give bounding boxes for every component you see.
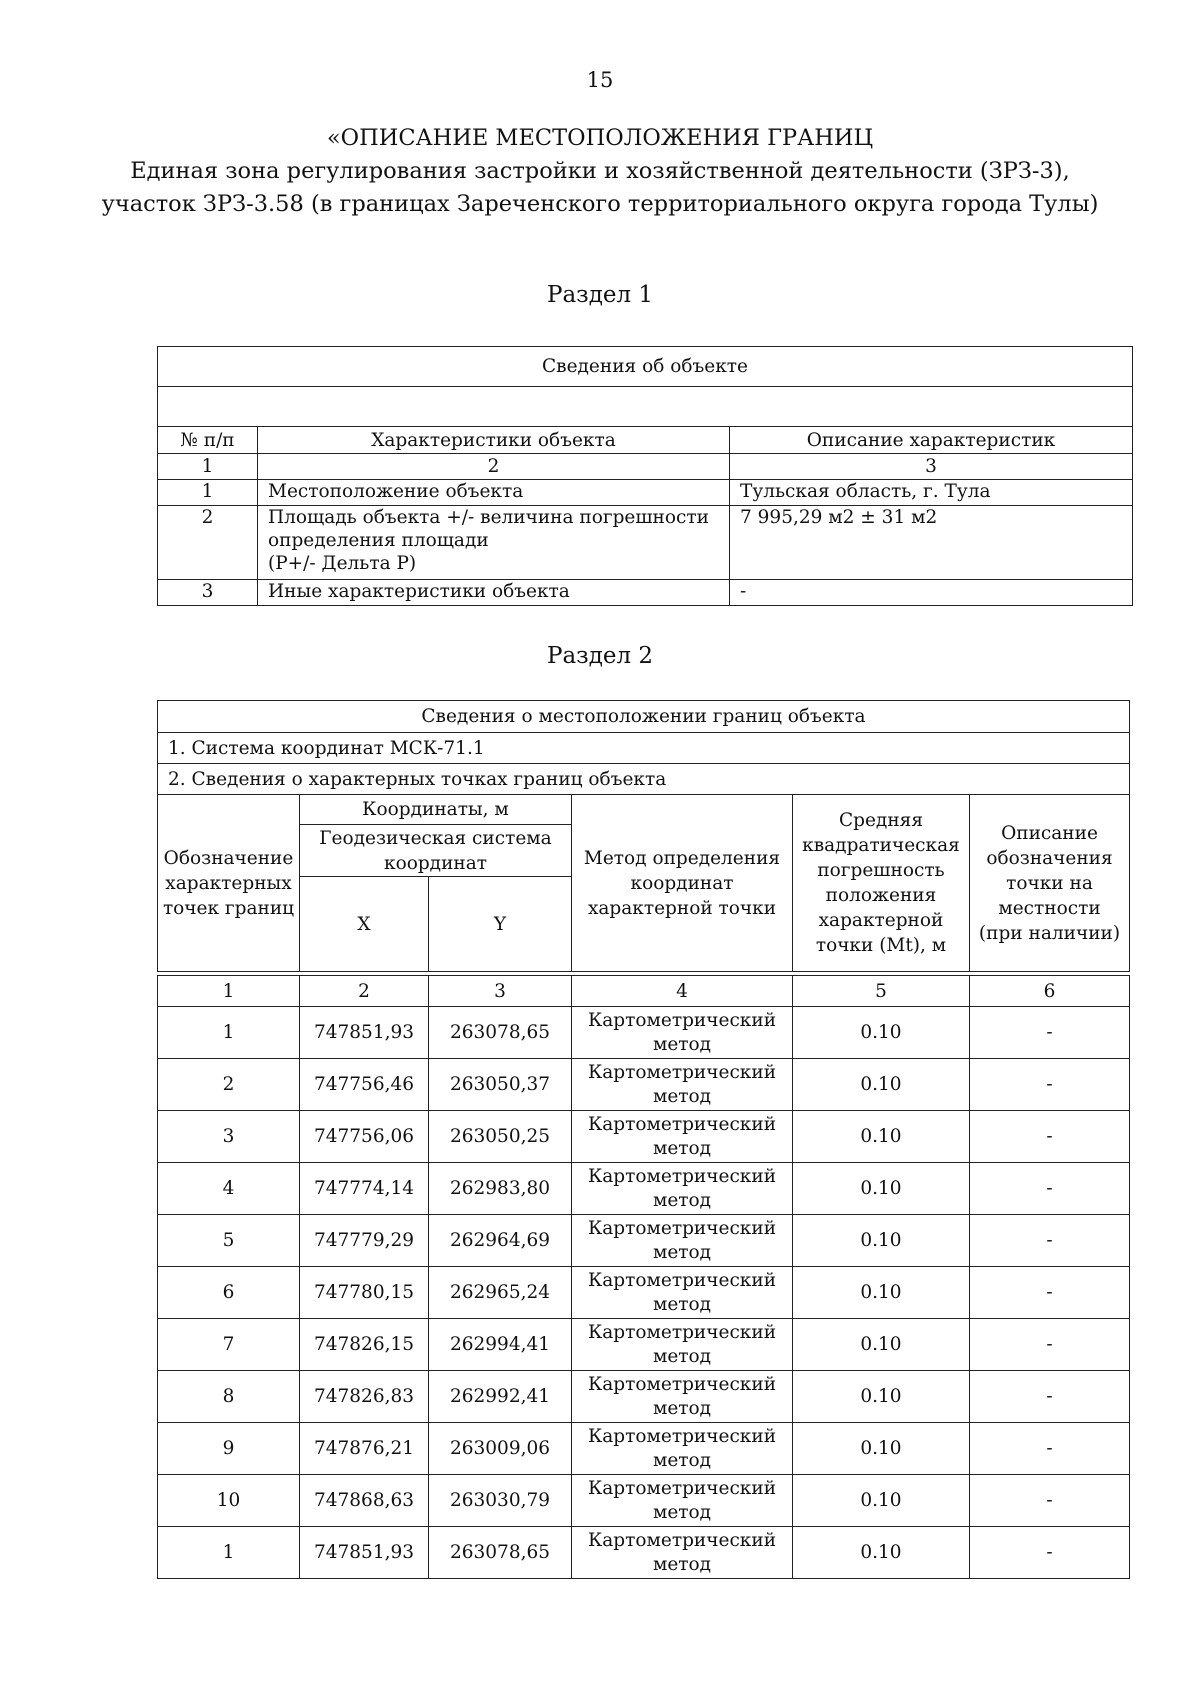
point-x: 747826,15 bbox=[300, 1319, 429, 1371]
method-line: метод bbox=[652, 1189, 712, 1211]
point-method bbox=[572, 1423, 793, 1475]
point-id: 5 bbox=[158, 1215, 300, 1267]
point-error: 0.10 bbox=[793, 1007, 970, 1059]
point-description: - bbox=[970, 1059, 1130, 1111]
point-error: 0.10 bbox=[793, 1371, 970, 1423]
page-number: 15 bbox=[586, 68, 614, 92]
method-line: Картометрический bbox=[587, 1217, 777, 1239]
characteristic-name-line: (P+/- Дельта P) bbox=[268, 553, 417, 574]
point-method bbox=[572, 1527, 793, 1579]
geodetic-system-header bbox=[300, 825, 572, 877]
method-line: Картометрический bbox=[587, 1113, 777, 1135]
point-x: 747756,06 bbox=[300, 1111, 429, 1163]
point-method bbox=[572, 1059, 793, 1111]
column-header: Описание характеристик bbox=[730, 427, 1133, 454]
header-line-1: «ОПИСАНИЕ МЕСТОПОЛОЖЕНИЯ ГРАНИЦ bbox=[326, 125, 874, 151]
point-x: 747779,29 bbox=[300, 1215, 429, 1267]
point-y: 262983,80 bbox=[429, 1163, 572, 1215]
column-number: 1 bbox=[158, 976, 300, 1007]
method-line: метод bbox=[652, 1501, 712, 1523]
empty-row bbox=[158, 387, 1133, 427]
point-description: - bbox=[970, 1475, 1130, 1527]
error-header bbox=[793, 795, 970, 972]
point-id: 2 bbox=[158, 1059, 300, 1111]
header-line: Геодезическая система bbox=[319, 827, 552, 849]
point-error: 0.10 bbox=[793, 1215, 970, 1267]
point-x: 747876,21 bbox=[300, 1423, 429, 1475]
table-row bbox=[158, 1059, 1130, 1111]
point-x: 747851,93 bbox=[300, 1527, 429, 1579]
point-id: 6 bbox=[158, 1267, 300, 1319]
point-error: 0.10 bbox=[793, 1475, 970, 1527]
coordinate-system: 1. Система координат МСК-71.1 bbox=[158, 733, 1130, 764]
column-number: 2 bbox=[300, 976, 429, 1007]
column-number: 3 bbox=[730, 454, 1133, 480]
point-description: - bbox=[970, 1371, 1130, 1423]
characteristic-value: 7 995,29 м2 ± 31 м2 bbox=[730, 506, 1133, 580]
characteristic-name: Местоположение объекта bbox=[258, 480, 730, 506]
column-number: 4 bbox=[572, 976, 793, 1007]
point-id: 3 bbox=[158, 1111, 300, 1163]
table-row bbox=[158, 1111, 1130, 1163]
point-y: 262994,41 bbox=[429, 1319, 572, 1371]
table-row bbox=[158, 506, 1133, 580]
method-line: метод bbox=[652, 1085, 712, 1107]
characteristic-value: - bbox=[730, 580, 1133, 606]
header-line: характерных bbox=[165, 872, 292, 894]
table-row bbox=[158, 1267, 1130, 1319]
column-number: 6 bbox=[970, 976, 1130, 1007]
characteristic-name bbox=[258, 506, 730, 580]
column-number: 2 bbox=[258, 454, 730, 480]
point-y: 263078,65 bbox=[429, 1527, 572, 1579]
x-header: X bbox=[300, 877, 429, 972]
point-y: 262964,69 bbox=[429, 1215, 572, 1267]
header-line: квадратическая bbox=[802, 835, 960, 856]
y-header: Y bbox=[429, 877, 572, 972]
header-line: точки (Mt), м bbox=[815, 935, 947, 956]
point-method bbox=[572, 1371, 793, 1423]
row-number: 3 bbox=[158, 580, 258, 606]
header-line: погрешность bbox=[817, 860, 945, 881]
point-error: 0.10 bbox=[793, 1163, 970, 1215]
point-method bbox=[572, 1007, 793, 1059]
method-line: метод bbox=[652, 1033, 712, 1055]
header-line: положения bbox=[825, 885, 937, 906]
point-y: 262965,24 bbox=[429, 1267, 572, 1319]
method-line: метод bbox=[652, 1293, 712, 1315]
boundary-table-title: Сведения о местоположении границ объекта bbox=[158, 701, 1130, 733]
point-method bbox=[572, 1215, 793, 1267]
point-error: 0.10 bbox=[793, 1111, 970, 1163]
method-line: Картометрический bbox=[587, 1373, 777, 1395]
characteristic-name-line: определения площади bbox=[268, 530, 489, 551]
column-header: № п/п bbox=[158, 427, 258, 454]
point-id: 4 bbox=[158, 1163, 300, 1215]
table-row bbox=[158, 1319, 1130, 1371]
header-line: местности bbox=[998, 897, 1101, 919]
method-line: Картометрический bbox=[587, 1425, 777, 1447]
point-x: 747780,15 bbox=[300, 1267, 429, 1319]
point-error: 0.10 bbox=[793, 1423, 970, 1475]
point-y: 263009,06 bbox=[429, 1423, 572, 1475]
point-method bbox=[572, 1319, 793, 1371]
point-method bbox=[572, 1475, 793, 1527]
method-line: метод bbox=[652, 1241, 712, 1263]
point-x: 747868,63 bbox=[300, 1475, 429, 1527]
method-line: Картометрический bbox=[587, 1477, 777, 1499]
header-line: Метод определения bbox=[583, 847, 781, 869]
point-id: 8 bbox=[158, 1371, 300, 1423]
point-method bbox=[572, 1267, 793, 1319]
table-row bbox=[158, 1475, 1130, 1527]
point-x: 747851,93 bbox=[300, 1007, 429, 1059]
point-x: 747774,14 bbox=[300, 1163, 429, 1215]
table-row bbox=[158, 580, 1133, 606]
point-method bbox=[572, 1111, 793, 1163]
section-1-title: Раздел 1 bbox=[546, 282, 654, 308]
method-header bbox=[572, 795, 793, 972]
point-description: - bbox=[970, 1423, 1130, 1475]
object-info-table bbox=[157, 346, 1133, 606]
header-line: координат bbox=[630, 872, 734, 894]
column-number: 5 bbox=[793, 976, 970, 1007]
method-line: Картометрический bbox=[587, 1529, 777, 1551]
header-line: точки на bbox=[1006, 872, 1093, 894]
column-header: Характеристики объекта bbox=[258, 427, 730, 454]
header-line-3: участок ЗРЗ-3.58 (в границах Зареченского территориального округа города Тулы) bbox=[101, 191, 1099, 217]
point-method bbox=[572, 1163, 793, 1215]
point-id: 1 bbox=[158, 1007, 300, 1059]
header-line: характерной bbox=[818, 910, 944, 931]
table-row bbox=[158, 1527, 1130, 1579]
boundary-points-body bbox=[158, 976, 1130, 1579]
header-line: Средняя bbox=[838, 810, 923, 831]
method-line: метод bbox=[652, 1137, 712, 1159]
point-id: 10 bbox=[158, 1475, 300, 1527]
point-id: 1 bbox=[158, 1527, 300, 1579]
characteristic-name-line: Площадь объекта +/- величина погрешности bbox=[268, 507, 709, 528]
method-line: метод bbox=[652, 1397, 712, 1419]
description-header bbox=[970, 795, 1130, 972]
characteristic-value: Тульская область, г. Тула bbox=[730, 480, 1133, 506]
method-line: Картометрический bbox=[587, 1269, 777, 1291]
coordinates-header: Координаты, м bbox=[300, 795, 572, 825]
row-number: 1 bbox=[158, 480, 258, 506]
point-id: 7 bbox=[158, 1319, 300, 1371]
section-2-title: Раздел 2 bbox=[546, 643, 654, 669]
document-header bbox=[0, 122, 1200, 221]
point-description: - bbox=[970, 1111, 1130, 1163]
column-numbers-row bbox=[158, 976, 1130, 1007]
table-row bbox=[158, 1163, 1130, 1215]
table-row bbox=[158, 1423, 1130, 1475]
points-section-title: 2. Сведения о характерных точках границ объекта bbox=[158, 764, 1130, 795]
header-line: Обозначение bbox=[163, 847, 294, 869]
header-line-2: Единая зона регулирования застройки и хозяйственной деятельности (ЗРЗ-3), bbox=[130, 158, 1070, 184]
point-y: 263050,25 bbox=[429, 1111, 572, 1163]
point-id: 9 bbox=[158, 1423, 300, 1475]
point-y: 263050,37 bbox=[429, 1059, 572, 1111]
point-y: 263078,65 bbox=[429, 1007, 572, 1059]
boundary-header-table bbox=[157, 700, 1130, 972]
header-line: обозначения bbox=[986, 847, 1113, 869]
point-y: 262992,41 bbox=[429, 1371, 572, 1423]
table-row bbox=[158, 1007, 1130, 1059]
point-error: 0.10 bbox=[793, 1059, 970, 1111]
header-line: (при наличии) bbox=[978, 922, 1121, 944]
characteristic-name: Иные характеристики объекта bbox=[258, 580, 730, 606]
point-description: - bbox=[970, 1527, 1130, 1579]
object-info-table-title: Сведения об объекте bbox=[158, 347, 1133, 387]
point-error: 0.10 bbox=[793, 1527, 970, 1579]
table-row bbox=[158, 1371, 1130, 1423]
point-description: - bbox=[970, 1319, 1130, 1371]
point-y: 263030,79 bbox=[429, 1475, 572, 1527]
point-error: 0.10 bbox=[793, 1319, 970, 1371]
method-line: Картометрический bbox=[587, 1321, 777, 1343]
point-description: - bbox=[970, 1267, 1130, 1319]
point-x: 747826,83 bbox=[300, 1371, 429, 1423]
point-description: - bbox=[970, 1215, 1130, 1267]
method-line: метод bbox=[652, 1553, 712, 1575]
point-description: - bbox=[970, 1007, 1130, 1059]
header-line: координат bbox=[384, 852, 487, 874]
method-line: Картометрический bbox=[587, 1061, 777, 1083]
method-line: Картометрический bbox=[587, 1165, 777, 1187]
table-row bbox=[158, 480, 1133, 506]
header-line: характерной точки bbox=[587, 897, 777, 919]
row-number: 2 bbox=[158, 506, 258, 580]
header-line: Описание bbox=[1001, 822, 1098, 844]
method-line: метод bbox=[652, 1345, 712, 1367]
boundary-points-table bbox=[157, 975, 1130, 1579]
method-line: метод bbox=[652, 1449, 712, 1471]
column-number: 1 bbox=[158, 454, 258, 480]
point-description: - bbox=[970, 1163, 1130, 1215]
method-line: Картометрический bbox=[587, 1009, 777, 1031]
column-number: 3 bbox=[429, 976, 572, 1007]
header-line: точек границ bbox=[162, 897, 295, 919]
table-row bbox=[158, 1215, 1130, 1267]
point-x: 747756,46 bbox=[300, 1059, 429, 1111]
point-error: 0.10 bbox=[793, 1267, 970, 1319]
designation-header bbox=[158, 795, 300, 972]
